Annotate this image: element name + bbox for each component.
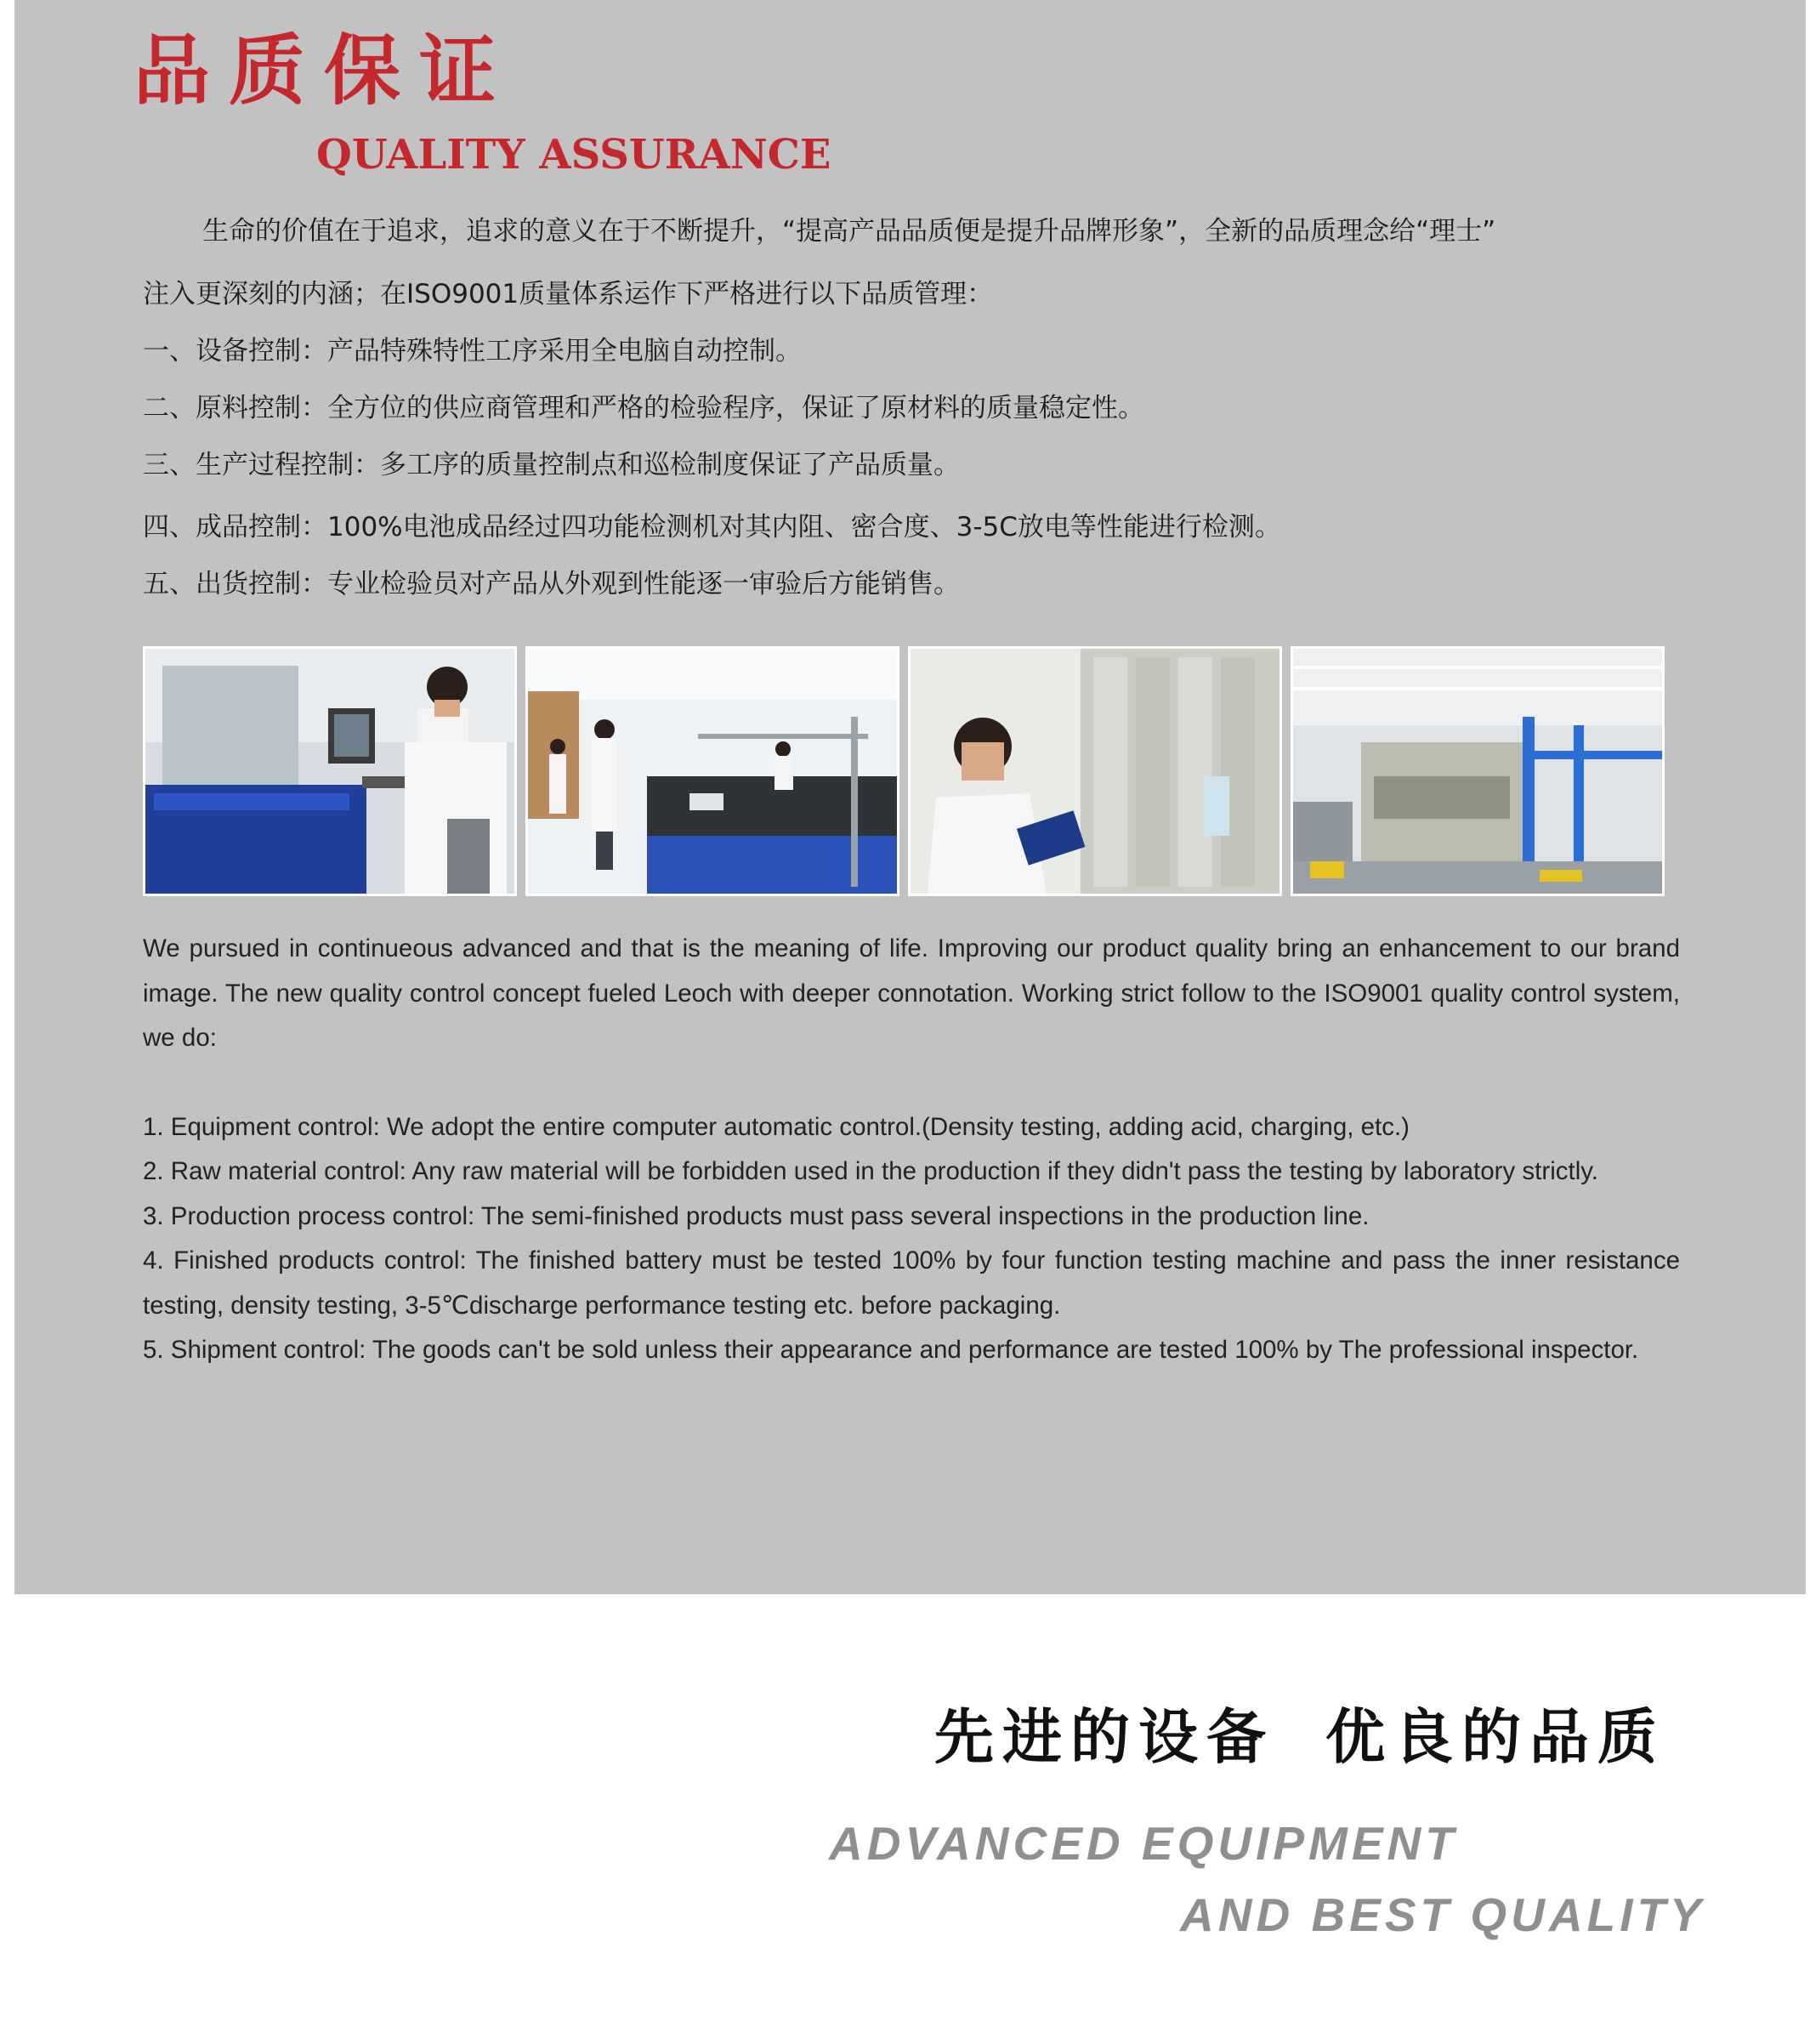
zh-item-finished: 四、成品控制：100%电池成品经过四功能检测机对其内阻、密合度、3-5C放电等性能进行检测。 (143, 512, 1281, 542)
slogan-chinese-part-2: 优良的品质 (1325, 1702, 1665, 1772)
zh-item-raw-material: 二、原料控制：全方位的供应商管理和严格的检验程序，保证了原材料的质量稳定性。 (143, 393, 1144, 423)
zh-intro-line-1: 生命的价值在于追求，追求的意义在于不断提升，“提高产品品质便是提升品牌形象”，全新的品质理念给“理士” (202, 216, 1496, 247)
page-title-chinese: 品质保证 (133, 26, 514, 116)
page-title-english: QUALITY ASSURANCE (316, 131, 831, 179)
zh-item-production: 三、生产过程控制：多工序的质量控制点和巡检制度保证了产品质量。 (143, 450, 960, 480)
zh-intro-line-2: 注入更深刻的内涵；在ISO9001质量体系运作下严格进行以下品质管理： (143, 279, 994, 309)
inspector-with-clipboard-photo (908, 646, 1282, 896)
english-item-production: 3. Production process control: The semi-finished products must pass several inspections in the production line. (143, 1201, 1370, 1230)
english-item-finished: 4. Finished products control: The finished battery must be tested 100% by four function testing machine and pass the inner resistance testing, density testing, 3-5℃discharge performance testing etc. before packaging. (143, 1246, 1680, 1320)
english-intro-paragraph: We pursued in continueous advanced and that is the meaning of life. Improving our product quality bring an enhancement to our brand image. The new quality control concept fueled Leoch with deeper connotation. Working strict follow to the ISO9001 quality control system, we do: (143, 934, 1680, 1052)
zh-item-shipment: 五、出货控制：专业检验员对产品从外观到性能逐一审验后方能销售。 (143, 569, 960, 599)
factory-production-line-photo (1291, 646, 1665, 896)
english-item-shipment: 5. Shipment control: The goods can't be sold unless their appearance and performance are tested 100% by The professional inspector. (143, 1336, 1639, 1364)
laboratory-workbench-photo (525, 646, 899, 896)
slogan-chinese-part-1: 先进的设备 (934, 1702, 1274, 1772)
zh-item-equipment: 一、设备控制：产品特殊特性工序采用全电脑自动控制。 (143, 336, 802, 366)
english-item-equipment: 1. Equipment control: We adopt the entire computer automatic control.(Density testing, adding acid, charging, etc.) (143, 1112, 1410, 1141)
lab-technician-at-computer-photo (143, 646, 517, 896)
slogan-english-line-2: AND BEST QUALITY (1180, 1888, 1705, 1941)
slogan-chinese (934, 1699, 1665, 1775)
english-item-raw-material: 2. Raw material control: Any raw material will be forbidden used in the production if they didn't pass the testing by laboratory strictly. (143, 1157, 1599, 1185)
english-text-block (143, 927, 1680, 1373)
slogan-english-line-1: ADVANCED EQUIPMENT (829, 1817, 1458, 1870)
photo-strip (143, 646, 1675, 896)
